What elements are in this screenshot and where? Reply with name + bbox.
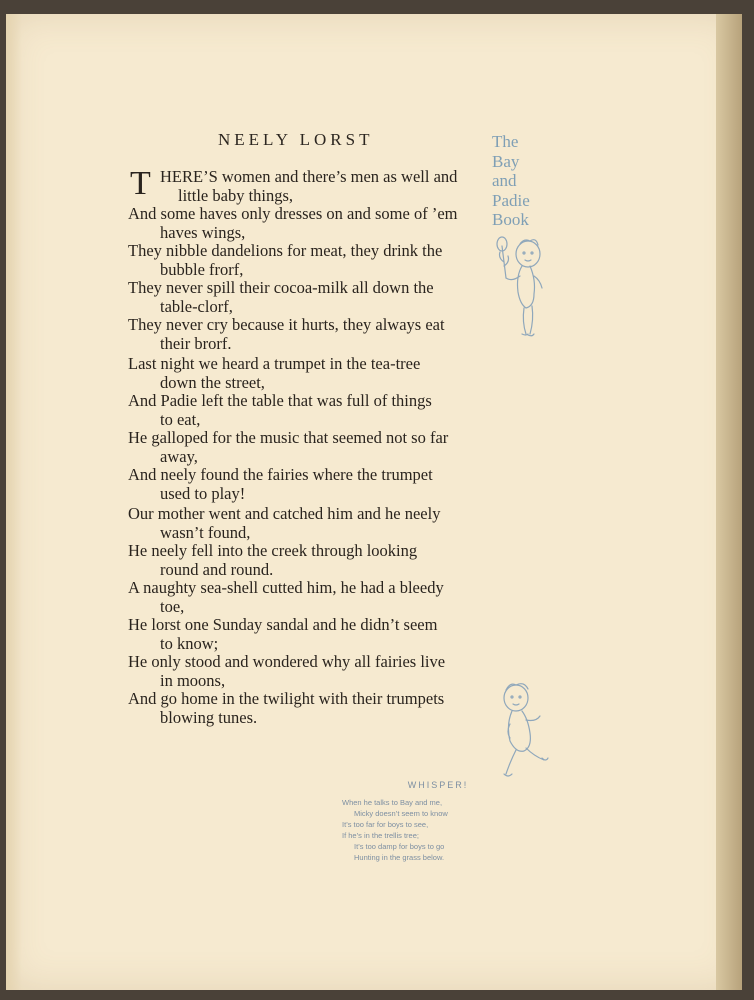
line-text: Last night we heard a trumpet in the tea-tree bbox=[128, 354, 421, 373]
poem-line bbox=[128, 279, 493, 316]
side-caption-line: Bay bbox=[492, 151, 520, 171]
line-continuation: blowing tunes. bbox=[160, 707, 258, 727]
line-text: They never cry because it hurts, they always eat bbox=[128, 315, 445, 334]
poem-line bbox=[128, 579, 493, 616]
whisper-line: When he talks to Bay and me, bbox=[342, 798, 443, 807]
whisper-line: It’s too far for boys to see, bbox=[342, 820, 429, 829]
line-text: He lorst one Sunday sandal and he didn’t seem bbox=[128, 615, 438, 634]
line-continuation: their brorf. bbox=[160, 333, 232, 353]
line-text: HERE’S women and there’s men as well and bbox=[160, 167, 458, 186]
whisper-title: WHISPER! bbox=[407, 780, 469, 790]
poem-line bbox=[128, 355, 493, 392]
poem-line bbox=[128, 653, 493, 690]
line-continuation: down the street, bbox=[160, 372, 265, 392]
line-text: And go home in the twilight with their trumpets bbox=[128, 689, 445, 708]
poem-line bbox=[128, 392, 493, 429]
poem-line bbox=[128, 242, 493, 279]
side-caption-line: Book bbox=[492, 210, 529, 229]
line-continuation: bubble frorf, bbox=[160, 259, 244, 279]
line-text: Our mother went and catched him and he neely bbox=[128, 504, 441, 523]
whisper-line: It’s too damp for boys to go bbox=[354, 842, 445, 851]
side-caption-line: The bbox=[492, 132, 519, 151]
poem-line bbox=[128, 316, 493, 353]
line-continuation: in moons, bbox=[160, 670, 226, 690]
side-caption bbox=[492, 132, 552, 230]
poem-title: NEELY LORST bbox=[218, 130, 374, 149]
stanza-2 bbox=[128, 355, 493, 503]
page-gutter bbox=[6, 14, 22, 990]
side-caption-line: and bbox=[492, 171, 517, 190]
line-continuation: wasn’t found, bbox=[160, 522, 251, 542]
poem-line bbox=[128, 505, 493, 542]
stanza-1 bbox=[128, 165, 493, 353]
whisper-line: Micky doesn’t seem to know bbox=[354, 809, 448, 818]
page-edge bbox=[716, 14, 742, 990]
line-continuation: table-clorf, bbox=[160, 296, 233, 316]
line-text: They never spill their cocoa-milk all down the bbox=[128, 278, 434, 297]
poem-line bbox=[128, 205, 493, 242]
line-text: A naughty sea-shell cutted him, he had a bleedy bbox=[128, 578, 444, 597]
line-continuation: haves wings, bbox=[160, 222, 246, 242]
line-continuation: to know; bbox=[160, 633, 219, 653]
line-continuation: to eat, bbox=[160, 409, 201, 429]
poem-line bbox=[128, 466, 493, 503]
side-caption-line: Padie bbox=[492, 190, 530, 210]
whisper-line: Hunting in the grass below. bbox=[354, 853, 445, 862]
cherub-illustration bbox=[494, 676, 552, 784]
line-continuation: used to play! bbox=[160, 483, 246, 503]
line-text: He neely fell into the creek through looking bbox=[128, 541, 418, 560]
line-text: He only stood and wondered why all fairies live bbox=[128, 652, 446, 671]
line-text: They nibble dandelions for meat, they drink the bbox=[128, 241, 443, 260]
poem-line bbox=[128, 542, 493, 579]
line-continuation: away, bbox=[160, 446, 198, 466]
line-continuation: little baby things, bbox=[178, 185, 294, 205]
line-text: He galloped for the music that seemed not so far bbox=[128, 428, 449, 447]
poem-line bbox=[128, 690, 493, 727]
poem-line bbox=[128, 429, 493, 466]
line-text: And some haves only dresses on and some of ’em bbox=[128, 204, 458, 223]
line-text: And Padie left the table that was full of things bbox=[128, 391, 432, 410]
line-text: And neely found the fairies where the trumpet bbox=[128, 465, 433, 484]
line-continuation: toe, bbox=[160, 596, 185, 616]
whisper-line: If he’s in the trellis tree; bbox=[342, 831, 419, 840]
whisper-verse bbox=[342, 780, 504, 863]
line-continuation: round and round. bbox=[160, 559, 274, 579]
stanza-3 bbox=[128, 505, 493, 727]
cherub-with-flower-illustration bbox=[494, 232, 556, 344]
drop-cap: T bbox=[130, 165, 151, 202]
poem-line bbox=[128, 616, 493, 653]
